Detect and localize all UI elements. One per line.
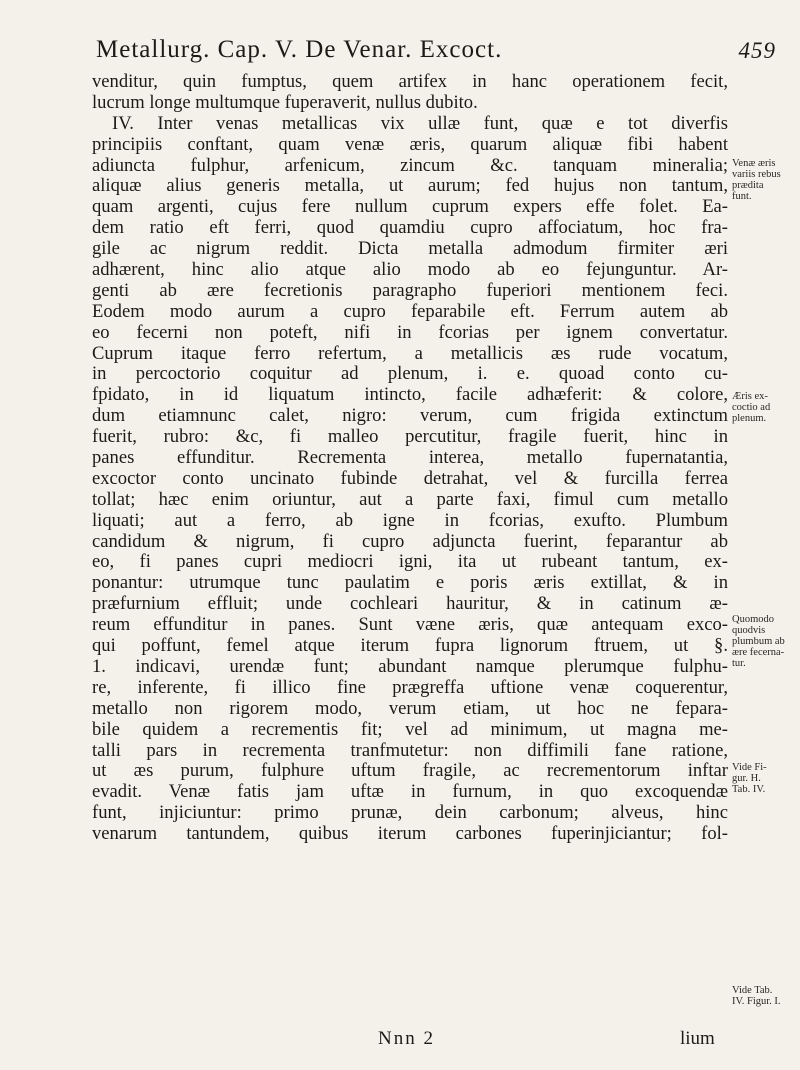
text-line: 1. indicavi, urendæ funt; abundant namque plerumque fulphu- (92, 656, 728, 677)
text-line: adhærent, hinc alio atque alio modo ab eo fejunguntur. Ar- (92, 260, 728, 281)
page-number: 459 (738, 38, 776, 63)
text-line: venditur, quin fumptus, quem artifex in hanc operationem fecit, (92, 72, 728, 92)
margin-note-line: quodvis (732, 625, 766, 636)
text-line: reum effunditur in panes. Sunt væne æris, quæ antequam exco- (92, 615, 728, 636)
text-line: eo fecerni non poteft, nifi in fcorias per ignem convertatur. (92, 322, 728, 343)
margin-note-line: variis rebus (732, 169, 781, 180)
margin-note-3 (732, 614, 798, 669)
margin-note-line: Venæ æris (732, 158, 776, 169)
main-text (92, 72, 728, 845)
text-line: genti ab ære fecretionis paragrapho fuperiori mentionem feci. (92, 280, 728, 301)
text-line: eo, fi panes cupri mediocri igni, ita ut rubeant tantum, ex- (92, 552, 728, 573)
text-line: principiis conftant, quam venæ æris, quarum aliquæ fibi habent (92, 134, 728, 155)
margin-note-line: IV. Figur. I. (732, 996, 781, 1007)
margin-note-line: prædita (732, 180, 764, 191)
text-line: Cuprum itaque ferro refertum, a metallicis æs rude vocatum, (92, 343, 728, 364)
signature-mark: Nnn 2 (378, 1028, 435, 1049)
text-line: in percoctorio coquitur ad plenum, i. e. quoad conto cu- (92, 364, 728, 385)
text-line: IV. Inter venas metallicas vix ullæ funt, quæ e tot diverfis (112, 113, 728, 134)
margin-note-4 (732, 762, 798, 795)
margin-note-2 (732, 391, 798, 424)
running-title: Metallurg. Cap. V. De Venar. Excoct. (96, 36, 503, 63)
text-line: lucrum longe multumque fuperaverit, nullus dubito. (92, 92, 478, 113)
margin-note-line: Tab. IV. (732, 784, 766, 795)
text-line: fpidato, in id liquatum intincto, facile adhæferit: & colore, (92, 385, 728, 406)
text-line: præfurnium effluit; unde cochleari hauritur, & in catinum æ- (92, 594, 728, 615)
running-header (96, 36, 776, 70)
margin-note-line: Quomodo (732, 614, 774, 625)
text-line: ponantur: utrumque tunc paulatim e poris æris extillat, & in (92, 573, 728, 594)
text-line: bile quidem a recrementis fit; vel ad minimum, ut magna me- (92, 719, 728, 740)
text-line: dem ratio eft ferri, quod quamdiu cupro affociatum, hoc fra- (92, 218, 728, 239)
catchword: lium (680, 1028, 715, 1049)
margin-note-line: funt. (732, 191, 752, 202)
text-line: adiuncta fulphur, arfenicum, zincum &c. tanquam mineralia; (92, 155, 728, 176)
text-line: talli pars in recrementa tranfmutetur: non diffimili fane ratione, (92, 740, 728, 761)
text-line: aliquæ alius generis metalla, ut aurum; fed hujus non tantum, (92, 176, 728, 197)
text-line: dum etiamnunc calet, nigro: verum, cum frigida extinctum (92, 406, 728, 427)
text-line: ut æs purum, fulphure uftum fragile, ac recrementorum inftar (92, 761, 728, 782)
margin-note-line: Vide Fi- (732, 762, 767, 773)
text-line: funt, injiciuntur: primo prunæ, dein carbonum; alveus, hinc (92, 803, 728, 824)
text-line: quam argenti, cujus fere nullum cuprum expers effe folet. Ea- (92, 197, 728, 218)
text-line: panes effunditur. Recrementa interea, metallo fupernatantia, (92, 448, 728, 469)
text-line: tollat; hæc enim oriuntur, aut a parte faxi, fimul cum metallo (92, 489, 728, 510)
margin-note-line: Æris ex- (732, 391, 768, 402)
text-line: liquati; aut a ferro, ab igne in fcorias, exufto. Plumbum (92, 510, 728, 531)
text-line: metallo non rigorem modo, verum etiam, ut hoc ne fepara- (92, 698, 728, 719)
text-line: fuerit, rubro: &c, fi malleo percutitur, fragile fuerit, hinc in (92, 427, 728, 448)
text-line: Eodem modo aurum a cupro feparabile eft. Ferrum autem ab (92, 301, 728, 322)
margin-note-line: plumbum ab (732, 636, 785, 647)
margin-note-line: plenum. (732, 413, 767, 424)
margin-note-line: Vide Tab. (732, 985, 773, 996)
text-line: candidum & nigrum, fi cupro adjuncta fuerint, feparantur ab (92, 531, 728, 552)
text-line: qui poffunt, femel atque iterum fupra lignorum ftruem, ut §. (92, 636, 728, 657)
text-line: excoctor conto uncinato fubinde detrahat, vel & furcilla ferrea (92, 468, 728, 489)
margin-note-line: coctio ad (732, 402, 771, 413)
text-line: evadit. Venæ fatis jam uftæ in furnum, in quo excoquendæ (92, 782, 728, 803)
margin-note-line: ære fecerna- (732, 647, 785, 658)
text-line: gile ac nigrum reddit. Dicta metalla admodum firmiter æri (92, 239, 728, 260)
margin-note-line: tur. (732, 658, 746, 669)
text-line: re, inferente, fi illico fine prægreffa uftione venæ coquerentur, (92, 677, 728, 698)
text-line: venarum tantundem, quibus iterum carbones fuperinjiciantur; fol- (92, 824, 728, 845)
margin-note-line: gur. H. (732, 773, 761, 784)
margin-note-5 (732, 985, 798, 1007)
margin-note-1 (732, 158, 798, 202)
